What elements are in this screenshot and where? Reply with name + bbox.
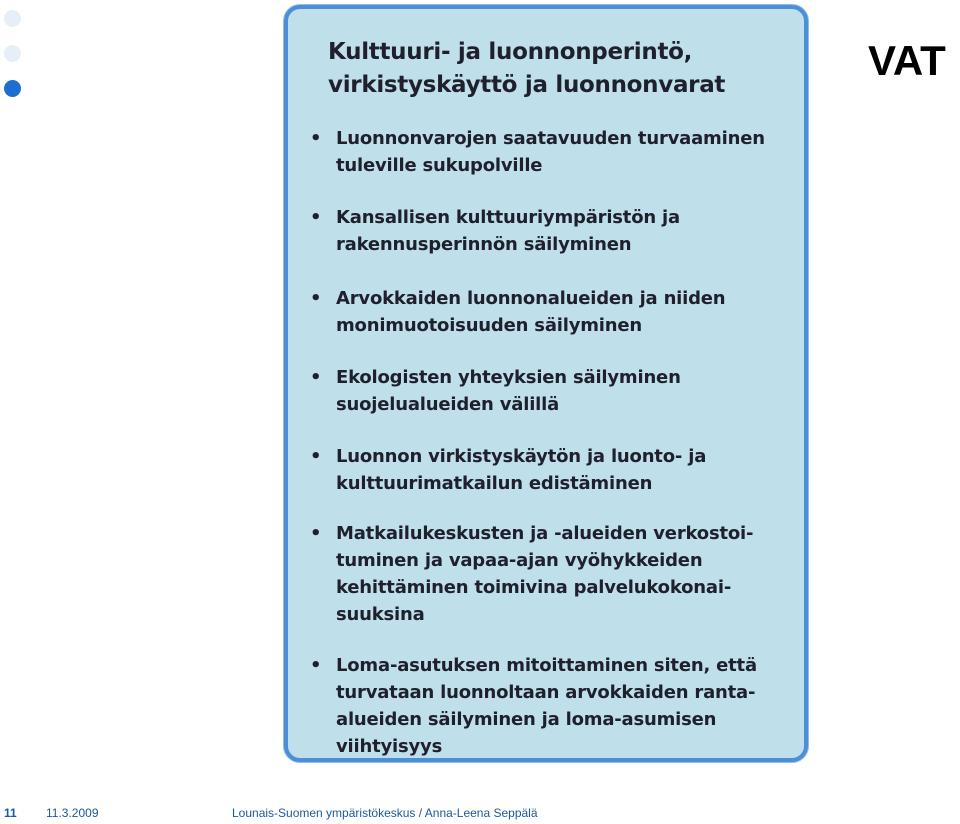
bullet-item-text: Ekologisten yhteyksien säilyminen suojelualueiden välillä: [336, 367, 681, 415]
bullet-icon: •: [310, 523, 322, 544]
page-number: 11: [4, 806, 17, 820]
bullet-icon: •: [310, 288, 322, 309]
bullet-item-2: [310, 204, 800, 258]
footer-organization: Lounais-Suomen ympäristökeskus / Anna-Leena Seppälä: [232, 806, 538, 820]
bullet-item-text: Luonnonvarojen saatavuuden turvaaminen tuleville sukupolville: [336, 128, 765, 176]
bullet-item-text: Luonnon virkistyskäytön ja luonto- ja kulttuurimatkailun edistäminen: [336, 446, 707, 494]
bullet-item-text: Loma-asutuksen mitoittaminen siten, että turvataan luonnoltaan arvokkaiden ranta- alueiden säilyminen ja loma-asumisen viihtyisyys: [336, 655, 757, 757]
bullet-icon: •: [310, 367, 322, 388]
header-logo-text: VAT: [868, 37, 946, 84]
bullet-item-4: [310, 364, 800, 418]
decor-dot-light-1: [4, 10, 21, 27]
bullet-icon: •: [310, 207, 322, 228]
bullet-item-text: Arvokkaiden luonnonalueiden ja niiden monimuotoisuuden säilyminen: [336, 288, 726, 336]
decorative-dots: [4, 10, 24, 115]
bullet-item-1: [310, 125, 800, 179]
bullet-item-text: Kansallisen kulttuuriympäristön ja rakennusperinnön säilyminen: [336, 207, 680, 255]
bullet-item-text: Matkailukeskusten ja -alueiden verkostoi- tuminen ja vapaa-ajan vyöhykkeiden kehittäminen toimivina palvelukokonai- suuksina: [336, 523, 754, 625]
bullet-item-3: [310, 285, 800, 339]
footer-date: 11.3.2009: [46, 806, 99, 820]
decor-dot-dark: [4, 80, 21, 97]
bullet-icon: •: [310, 128, 322, 149]
decor-dot-light-2: [4, 45, 21, 62]
bullet-item-7: [310, 652, 800, 760]
bullet-item-6: [310, 520, 800, 628]
card-title: Kulttuuri- ja luonnonperintö, virkistyskäyttö ja luonnonvarat: [328, 39, 726, 98]
bullet-icon: •: [310, 446, 322, 467]
bullet-item-5: [310, 443, 800, 497]
content-card: [284, 5, 808, 762]
bullet-icon: •: [310, 655, 322, 676]
